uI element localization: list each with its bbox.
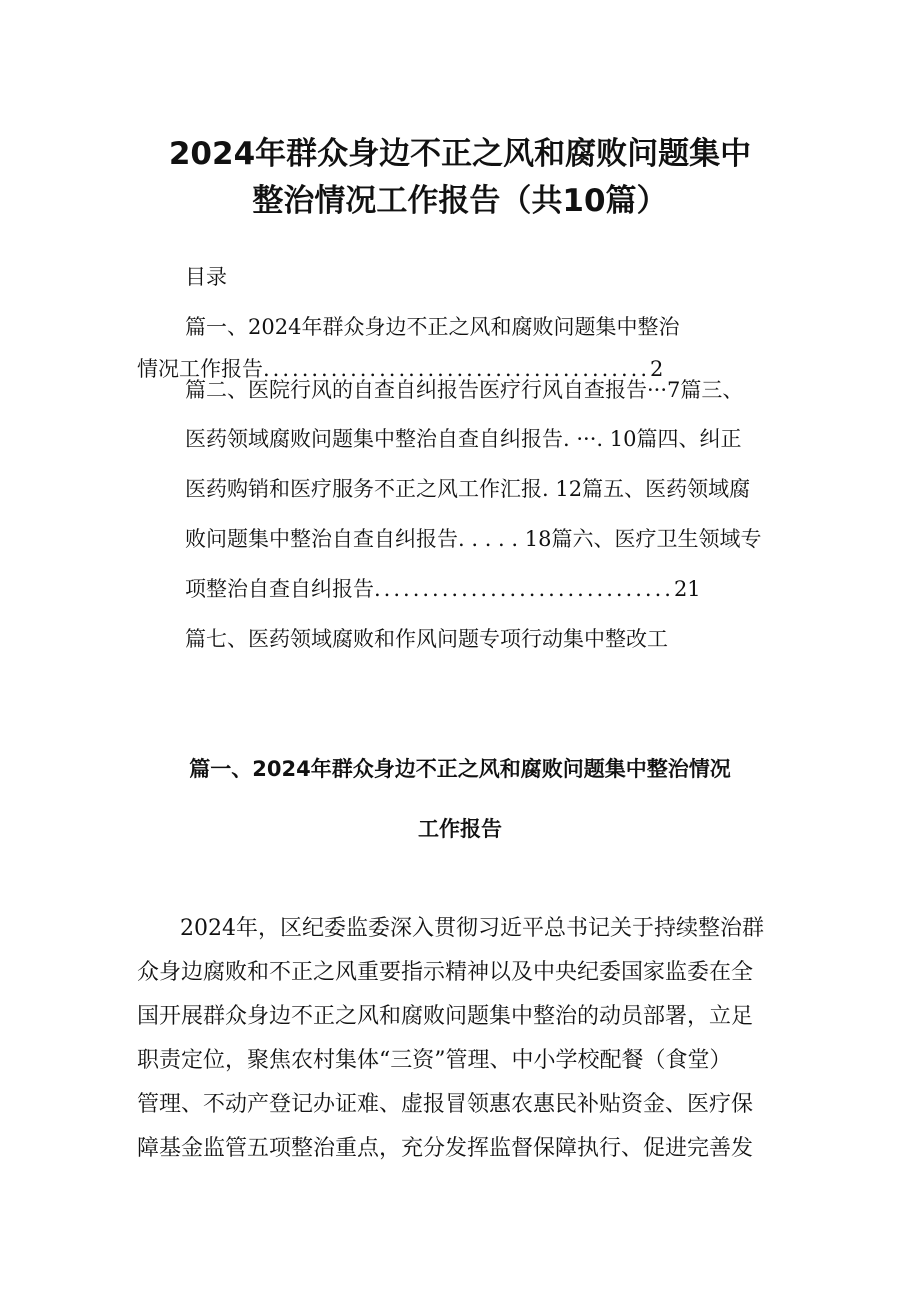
toc-leader-dots: ............................... [374,577,674,601]
toc-entry-3: 医药领域腐败问题集中整治自查自纠报告. ···. 10篇四、纠正 [185,427,742,451]
body-paragraph-line-1: 2024年，区纪委监委深入贯彻习近平总书记关于持续整治群 [180,916,764,941]
section-title-line-2: 工作报告 [418,817,502,841]
toc-entry-1-text: 情况工作报告 [137,357,263,381]
toc-entry-5: 败问题集中整治自查自纠报告. . . . . 18篇六、医疗卫生领域专 [185,527,762,551]
toc-entry-6 [185,575,701,603]
toc-page-number: 2 [650,357,664,381]
body-paragraph-line-6: 障基金监管五项整治重点，充分发挥监督保障执行、促进完善发 [137,1136,754,1161]
body-paragraph-line-5: 管理、不动产登记办证难、虚报冒领惠农惠民补贴资金、医疗保 [137,1092,754,1117]
body-paragraph-line-3: 国开展群众身边不正之风和腐败问题集中整治的动员部署，立足 [137,1004,754,1029]
body-paragraph-line-4: 职责定位，聚焦农村集体“三资”管理、中小学校配餐（食堂） [137,1048,732,1073]
toc-entry-6-text: 项整治自查自纠报告 [185,577,374,601]
toc-entry-1-line-1: 篇一、2024年群众身边不正之风和腐败问题集中整治 [185,315,680,339]
section-title-line-1: 篇一、2024年群众身边不正之风和腐败问题集中整治情况 [189,757,731,781]
toc-heading: 目录 [185,265,227,289]
document-title-line-1: 2024年群众身边不正之风和腐败问题集中 [168,136,752,172]
document-title-line-2: 整治情况工作报告（共10篇） [252,183,668,219]
toc-entry-7: 篇七、医药领域腐败和作风问题专项行动集中整改工 [185,627,668,651]
toc-page-number: 21 [673,577,701,601]
body-paragraph-line-2: 众身边腐败和不正之风重要指示精神以及中央纪委国家监委在全 [137,960,754,985]
toc-entry-4: 医药购销和医疗服务不正之风工作汇报. 12篇五、医药领域腐 [185,477,751,501]
toc-entry-2: 篇二、医院行风的自查自纠报告医疗行风自查报告···7篇三、 [185,378,744,402]
toc-leader-dots: ........................................ [263,357,651,381]
